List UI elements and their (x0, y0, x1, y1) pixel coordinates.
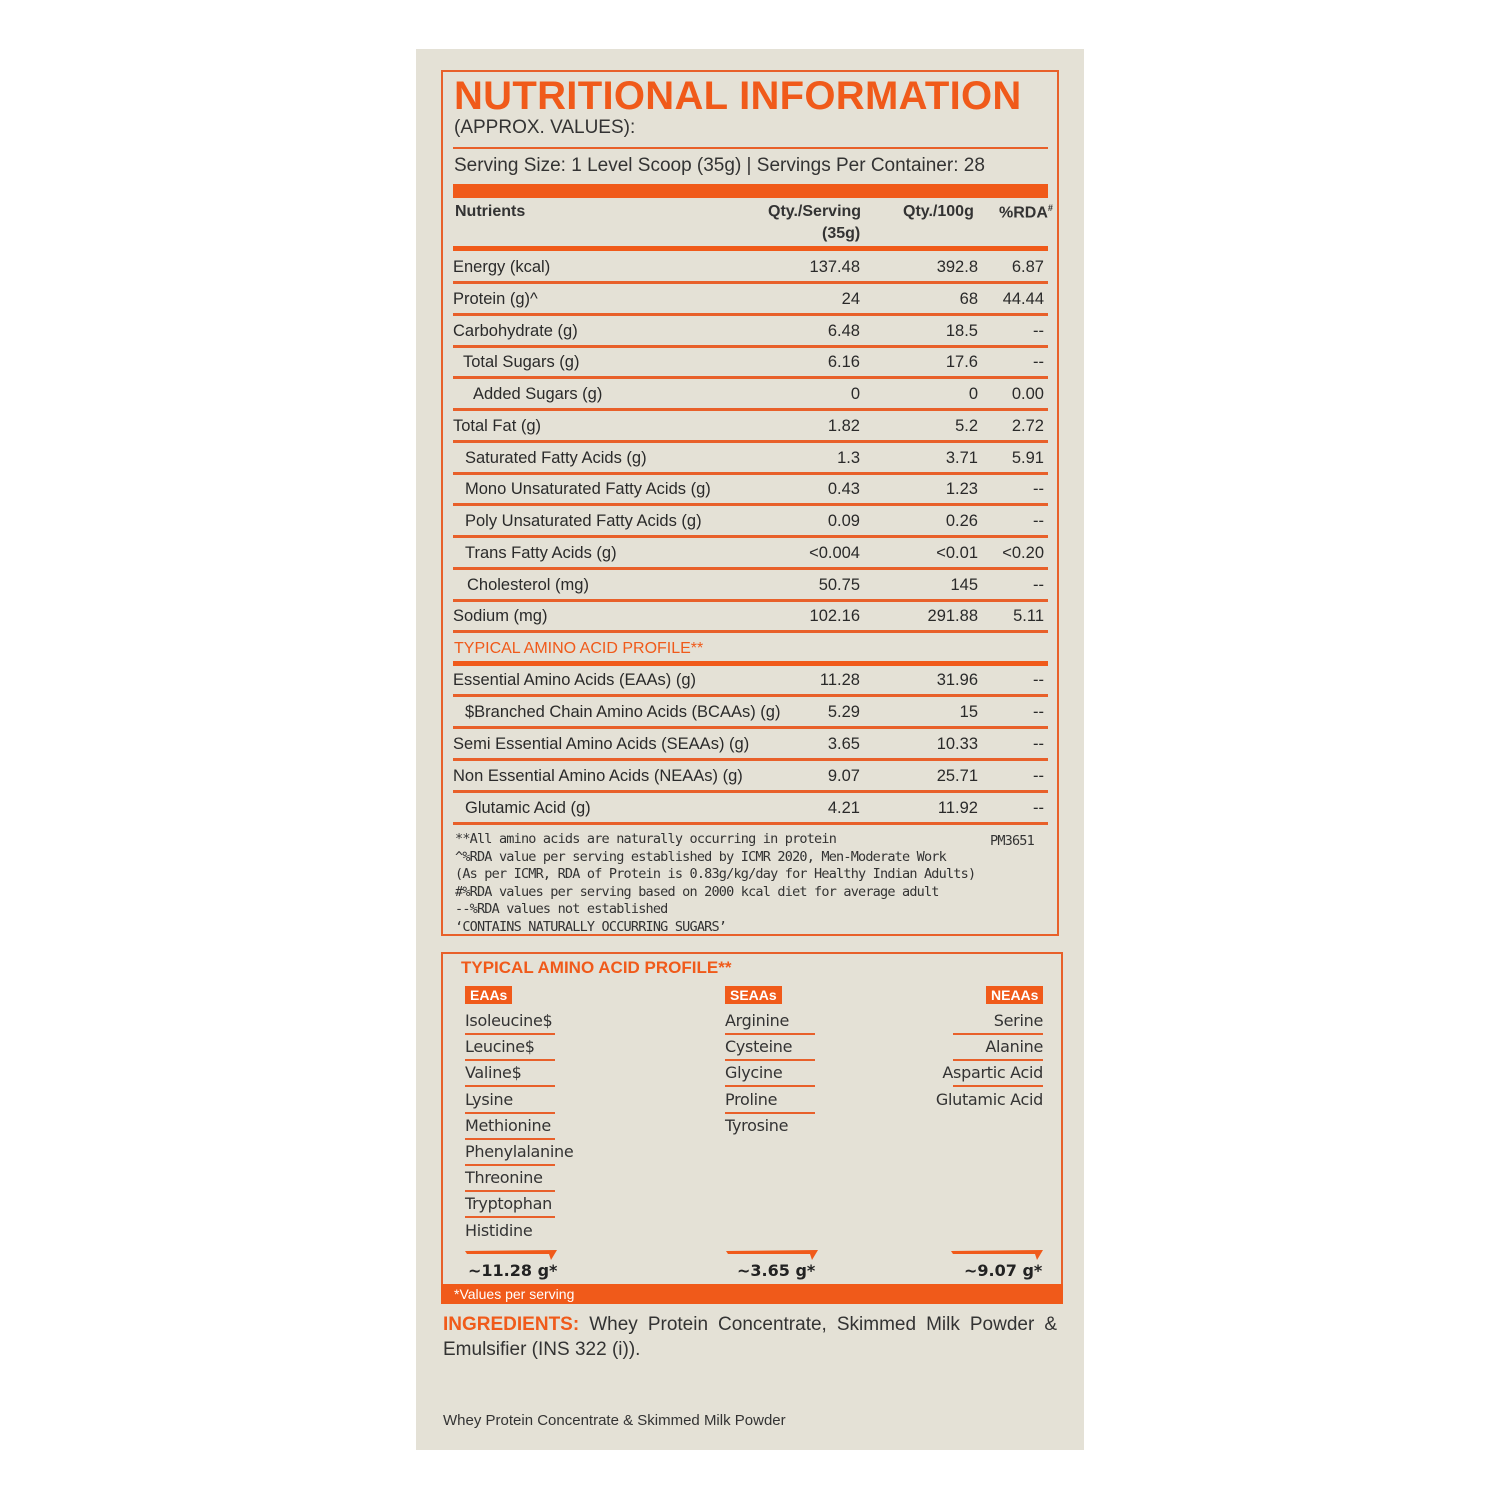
rda-value: 5.91 (1011, 448, 1044, 467)
nutrient-label: Trans Fatty Acids (g) (465, 543, 617, 562)
col-rda: %RDA# (999, 203, 1053, 222)
item-divider (465, 1190, 555, 1192)
neaas-total: ~9.07 g* (964, 1261, 1043, 1280)
table-row (453, 761, 1048, 793)
item-divider (465, 1059, 555, 1061)
rda-value: 6.87 (1011, 258, 1044, 276)
per-100g-value: 25.71 (936, 767, 978, 785)
per-100g-value: 3.71 (945, 448, 978, 467)
nutrient-label: Essential Amino Acids (EAAs) (g) (453, 671, 697, 689)
amino-acid-item: Serine (993, 1011, 1043, 1030)
per-100g-value: 291.88 (927, 607, 978, 626)
table-row (453, 474, 1048, 506)
per-serving-value: 50.75 (818, 575, 860, 594)
per-100g-value: 5.2 (955, 416, 978, 435)
item-divider (725, 1085, 815, 1087)
rda-value: -- (1033, 767, 1044, 785)
nutrient-label: Semi Essential Amino Acids (SEAAs) (g) (453, 735, 750, 753)
nutrient-label: Protein (g)^ (453, 289, 538, 308)
tag-eaas: EAAs (465, 986, 512, 1004)
nutrient-label: Non Essential Amino Acids (NEAAs) (g) (453, 767, 743, 785)
item-divider (465, 1216, 555, 1218)
total-marker-icon (465, 1250, 557, 1260)
rda-value: -- (1033, 735, 1044, 753)
item-divider (725, 1112, 815, 1114)
item-divider (725, 1033, 815, 1035)
table-row (453, 506, 1048, 538)
item-divider (725, 1059, 815, 1061)
amino-acid-item: Isoleucine$ (465, 1011, 553, 1030)
rda-value: -- (1033, 575, 1044, 594)
serving-info: Serving Size: 1 Level Scoop (35g) | Servings Per Container: 28 (454, 155, 985, 176)
nutrient-label: Cholesterol (mg) (467, 575, 589, 594)
amino-acid-item: Glycine (725, 1063, 783, 1083)
footnotes: **All amino acids are naturally occurring in protein ^%RDA value per serving established by ICMR 2020, Men-Moderate Work (As per ICMR, RDA of Protein is 0.83g/kg/day for Healthy Indian Adults) #%RDA values per serving based on 2000 kcal diet for average adult --%RDA values not established ‘CONTAINS NATURALLY OCCURRING SUGARS’ (455, 831, 976, 935)
table-row (453, 729, 1048, 761)
item-divider (953, 1033, 1043, 1035)
per-serving-value: 1.3 (837, 448, 860, 467)
eaas-total: ~11.28 g* (468, 1261, 558, 1280)
rda-value: 44.44 (1002, 289, 1044, 308)
per-100g-value: 15 (959, 703, 978, 721)
amino-acid-item: Phenylalanine (465, 1142, 574, 1161)
nutrient-label: Mono Unsaturated Fatty Acids (g) (465, 480, 711, 499)
item-divider (465, 1112, 555, 1114)
nutrient-label: Saturated Fatty Acids (g) (465, 448, 647, 467)
item-divider (465, 1164, 555, 1166)
per-serving-value: 0.43 (827, 480, 860, 499)
amino-acid-item: Lysine (465, 1089, 513, 1109)
per-serving-value: 9.07 (827, 767, 860, 785)
amino-acid-item: Alanine (985, 1037, 1043, 1057)
row-divider (453, 822, 1048, 825)
table-row (453, 570, 1048, 602)
amino-acid-item: Tyrosine (725, 1115, 789, 1135)
rda-value: -- (1033, 353, 1044, 372)
total-marker-icon (726, 1250, 818, 1260)
amino-acid-item: Cysteine (725, 1037, 793, 1057)
col-per-100g: Qty./100g (903, 203, 974, 220)
table-row (453, 252, 1048, 284)
table-row (453, 601, 1048, 633)
per-100g-value: 11.92 (937, 799, 978, 817)
item-divider (953, 1085, 1043, 1087)
item-divider (465, 1085, 555, 1087)
seaas-total: ~3.65 g* (737, 1261, 816, 1280)
item-divider (465, 1033, 555, 1035)
table-row (453, 793, 1048, 825)
per-serving-value: 4.21 (827, 799, 860, 817)
table-row (453, 347, 1048, 379)
tag-neaas: NEAAs (986, 986, 1043, 1004)
rda-value: -- (1033, 703, 1044, 721)
item-divider (465, 1138, 555, 1140)
col-per-serving: Qty./Serving (768, 203, 862, 220)
nutrient-label: Carbohydrate (g) (453, 321, 578, 340)
table-row (453, 411, 1048, 443)
amino-acid-item: Methionine (465, 1115, 551, 1135)
nutrient-label: Total Sugars (g) (463, 353, 580, 372)
rda-value: 2.72 (1011, 416, 1044, 435)
per-serving-value: 24 (841, 289, 860, 308)
amino-acid-item: Threonine (465, 1168, 543, 1188)
per-100g-value: 1.23 (945, 480, 978, 499)
per-serving-value: 3.65 (827, 735, 860, 753)
nutrient-label: Energy (kcal) (453, 258, 551, 276)
per-serving-value: 0.09 (827, 512, 860, 530)
amino-profile-title: TYPICAL AMINO ACID PROFILE** (461, 958, 732, 977)
amino-acid-item: Glutamic Acid (935, 1089, 1043, 1109)
tag-seaas: SEAAs (725, 986, 782, 1004)
per-serving-value: 6.16 (827, 353, 860, 372)
per-100g-value: 18.5 (945, 321, 978, 340)
rda-value: -- (1033, 799, 1044, 817)
rda-value: 5.11 (1013, 607, 1044, 626)
amino-acid-item: Arginine (725, 1011, 790, 1030)
row-divider (453, 630, 1048, 633)
per-serving-value: 0 (850, 385, 860, 403)
per-100g-value: <0.01 (936, 543, 978, 562)
header-underline (453, 246, 1048, 251)
per-serving-value: 137.48 (809, 258, 860, 276)
table-row (453, 379, 1048, 411)
per-serving-value: 1.82 (827, 416, 860, 435)
divider (453, 147, 1048, 149)
nutrient-label: Sodium (mg) (453, 607, 548, 626)
bottom-text: Whey Protein Concentrate & Skimmed Milk Powder (443, 1412, 786, 1429)
per-100g-value: 68 (959, 289, 978, 308)
values-per-serving-note: *Values per serving (441, 1284, 1063, 1304)
per-100g-value: 0.26 (945, 512, 978, 530)
amino-section-heading: TYPICAL AMINO ACID PROFILE** (454, 640, 704, 657)
amino-acid-item: Aspartic Acid (942, 1063, 1043, 1083)
rda-value: 0.00 (1011, 385, 1044, 403)
amino-acid-item: Proline (725, 1089, 778, 1109)
amino-acid-item: Leucine$ (465, 1037, 535, 1057)
nutrient-label: Total Fat (g) (453, 416, 542, 435)
per-serving-value: 6.48 (827, 321, 860, 340)
rda-value: -- (1033, 321, 1044, 340)
table-row (453, 316, 1048, 348)
table-row (453, 697, 1048, 729)
table-row (453, 443, 1048, 475)
ingredients: INGREDIENTS: Whey Protein Concentrate, Skimmed Milk Powder & Emulsifier (INS 322 (i)). (443, 1314, 1057, 1360)
amino-acid-item: Histidine (465, 1220, 533, 1240)
per-100g-value: 10.33 (936, 735, 978, 753)
subtitle: (APPROX. VALUES): (454, 117, 636, 138)
per-serving-value: <0.004 (809, 543, 860, 562)
nutrient-label: $Branched Chain Amino Acids (BCAAs) (g) (465, 703, 781, 721)
col-per-serving-sub: (35g) (822, 225, 861, 242)
rda-value: <0.20 (1002, 543, 1044, 562)
per-100g-value: 17.6 (945, 353, 978, 372)
per-serving-value: 5.29 (827, 703, 860, 721)
per-100g-value: 392.8 (936, 258, 978, 276)
product-code: PM3651 (990, 833, 1034, 849)
table-row (453, 665, 1048, 697)
total-marker-icon (951, 1250, 1043, 1260)
nutrient-label: Glutamic Acid (g) (465, 799, 591, 817)
table-row (453, 538, 1048, 570)
item-divider (953, 1059, 1043, 1061)
page-title: NUTRITIONAL INFORMATION (454, 74, 1022, 118)
rda-value: -- (1033, 480, 1044, 499)
per-100g-value: 31.96 (936, 671, 978, 689)
amino-acid-item: Valine$ (465, 1063, 522, 1083)
rda-value: -- (1033, 671, 1044, 689)
table-row (453, 284, 1048, 316)
per-100g-value: 145 (950, 575, 978, 594)
header-bar (453, 184, 1048, 198)
amino-acid-item: Tryptophan (465, 1194, 552, 1214)
per-serving-value: 11.28 (819, 671, 860, 689)
per-serving-value: 102.16 (809, 607, 860, 626)
nutrient-label: Added Sugars (g) (473, 385, 603, 403)
col-nutrients: Nutrients (455, 203, 526, 220)
nutrient-label: Poly Unsaturated Fatty Acids (g) (465, 512, 702, 530)
per-100g-value: 0 (968, 385, 978, 403)
rda-value: -- (1033, 512, 1044, 530)
